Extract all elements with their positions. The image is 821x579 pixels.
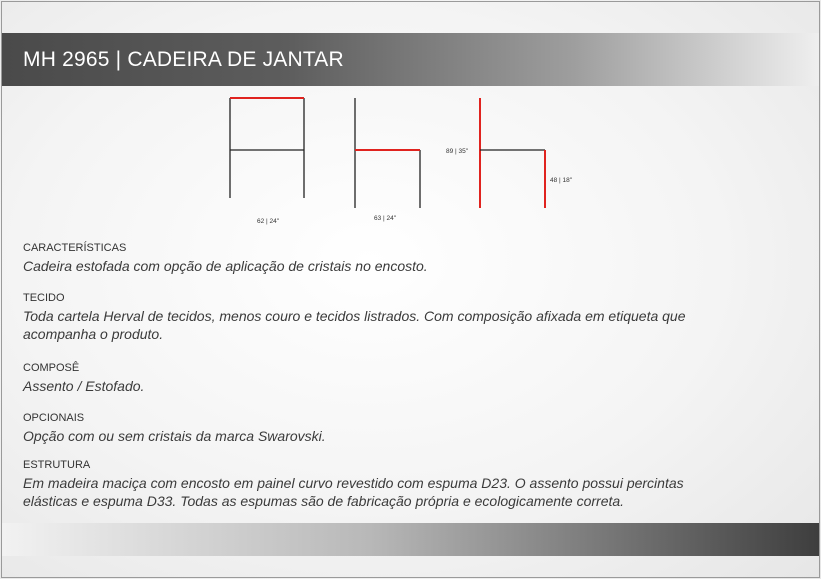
- section-heading: COMPOSÊ: [23, 362, 80, 374]
- section-text: Cadeira estofada com opção de aplicação de cristais no encosto.: [23, 258, 428, 274]
- section-estrutura: [23, 458, 723, 510]
- side-view-drawing: [355, 98, 420, 222]
- section-compose: [23, 361, 723, 395]
- section-text: Assento / Estofado.: [23, 378, 145, 394]
- section-tecido: [23, 291, 723, 343]
- section-text: Opção com ou sem cristais da marca Swarovski.: [23, 428, 326, 444]
- front-view-drawing: [230, 98, 304, 225]
- section-text-continued: elásticas e espuma D33. Todas as espumas são de fabricação própria e ecologicamente correta.: [23, 493, 625, 509]
- footer-bar: [2, 523, 819, 556]
- section-caracteristicas: [23, 241, 723, 275]
- total-height-label: 89 | 35": [446, 148, 469, 155]
- section-text: Em madeira maciça com encosto em painel curvo revestido com espuma D23. O assento possui percintas: [23, 475, 684, 491]
- section-text-continued: acompanha o produto.: [23, 326, 164, 342]
- side-depth-label: 63 | 24": [374, 215, 397, 222]
- section-heading: ESTRUTURA: [23, 459, 91, 471]
- height-view-drawing: [446, 98, 573, 208]
- front-width-label: 62 | 24": [257, 218, 280, 225]
- page-title: MH 2965 | CADEIRA DE JANTAR: [23, 48, 344, 71]
- seat-height-label: 48 | 18": [550, 177, 573, 184]
- section-opcionais: [23, 411, 723, 445]
- section-heading: OPCIONAIS: [23, 412, 85, 424]
- section-heading: CARACTERÍSTICAS: [23, 242, 127, 254]
- chair-drawings: [0, 0, 821, 240]
- section-text: Toda cartela Herval de tecidos, menos couro e tecidos listrados. Com composição afixada em etiqueta que: [23, 308, 686, 324]
- section-heading: TECIDO: [23, 292, 65, 304]
